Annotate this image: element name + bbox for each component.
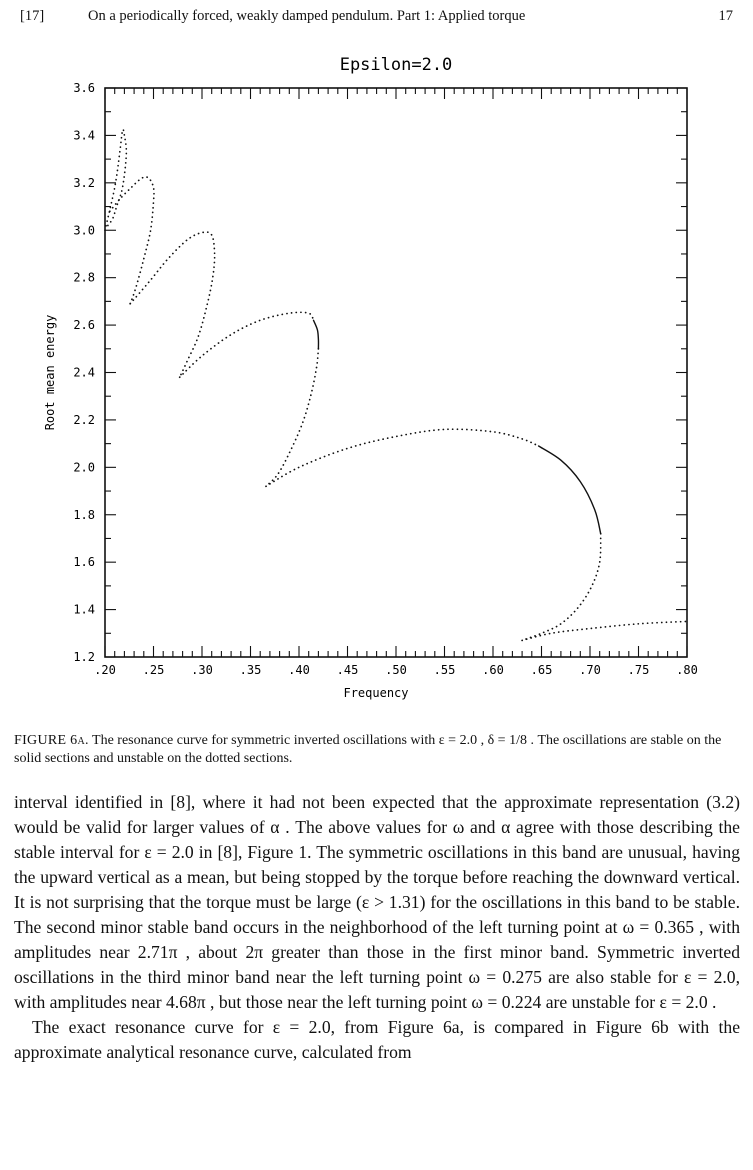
unstable-curve-segment — [266, 349, 318, 487]
y-tick-label: 2.6 — [73, 318, 95, 333]
x-tick-label: .40 — [288, 663, 310, 677]
plot-frame — [105, 88, 687, 657]
unstable-curve-segment — [110, 177, 154, 304]
chart-title: Epsilon=2.0 — [339, 55, 453, 75]
x-tick-label: .45 — [336, 663, 359, 677]
unstable-curve-segment — [105, 130, 126, 231]
x-tick-label: .25 — [142, 663, 165, 677]
y-tick-label: 3.6 — [73, 81, 95, 95]
stable-curve-segment — [314, 320, 319, 349]
y-tick-label: 1.8 — [73, 507, 95, 522]
x-tick-label: .60 — [482, 663, 504, 677]
caption-text: The resonance curve for symmetric inverted oscillations with ε = 2.0 , δ = 1/8 . The oscillations are stable on the solid sections and unstable on the dotted sections. — [14, 733, 722, 766]
unstable-curve-segment — [180, 312, 314, 377]
paragraph: The exact resonance curve for ε = 2.0, from Figure 6a, is compared in Figure 6b with the approximate analytical resonance curve, calculated from — [14, 1017, 740, 1062]
figure-6a — [0, 40, 753, 720]
y-tick-label: 3.4 — [73, 128, 95, 143]
page-header — [20, 8, 733, 30]
y-tick-label: 1.6 — [73, 555, 95, 570]
reference-number: [17] — [20, 8, 45, 24]
y-tick-label: 1.4 — [73, 602, 95, 617]
x-tick-label: .20 — [94, 663, 116, 677]
x-axis-label: Frequency — [343, 686, 409, 700]
x-tick-label: .55 — [433, 663, 456, 677]
x-tick-label: .30 — [191, 663, 213, 677]
x-tick-label: .70 — [579, 663, 601, 677]
caption-label: FIGURE 6a. — [14, 733, 89, 748]
unstable-curve-segment — [522, 534, 601, 641]
x-tick-label: .80 — [676, 663, 698, 677]
x-tick-label: .75 — [627, 663, 650, 677]
y-tick-label: 2.0 — [73, 460, 95, 475]
figure-caption — [14, 732, 744, 768]
paragraph: interval identified in [8], where it had not been expected that the approximate representation (3.2) would be valid for larger values of α . The above values for ω and α agree with those describing the stable interval for ε = 2.0 in [8], Figure 1. The symmetric oscillations in this band are unusual, having the upward vertical as a mean, but being stopped by the torque before reaching the downward vertical. It is not surprising that the torque must be large (ε > 1.31) for the oscillations in this band to be stable. The second minor stable band occurs in the neighborhood of the left turning point at ω = 0.365 , with amplitudes near 2.71π , about 2π greater than those in the first minor band. Symmetric inverted oscillations in the third minor band near the left turning point ω = 0.275 are also stable for ε = 2.0, with amplitudes near 4.68π , but those near the left turning point ω = 0.224 are unstable for ε = 2.0 . — [14, 792, 740, 1012]
page-number: 17 — [718, 8, 733, 24]
running-title: On a periodically forced, weakly damped pendulum. Part 1: Applied torque — [88, 8, 526, 24]
unstable-curve-segment — [266, 429, 539, 486]
y-tick-label: 2.8 — [73, 270, 95, 285]
body-text — [14, 790, 740, 1065]
x-tick-label: .35 — [239, 663, 262, 677]
y-tick-label: 3.2 — [73, 175, 95, 190]
y-tick-label: 3.0 — [73, 223, 95, 238]
y-axis-label: Root mean energy — [43, 314, 57, 431]
x-tick-label: .65 — [530, 663, 553, 677]
unstable-curve-segment — [522, 621, 687, 640]
unstable-curve-segment — [130, 232, 214, 377]
y-tick-label: 1.2 — [73, 650, 95, 664]
stable-curve-segment — [539, 446, 601, 534]
y-tick-label: 2.2 — [73, 412, 95, 427]
x-tick-label: .50 — [385, 663, 407, 677]
y-tick-label: 2.4 — [73, 365, 95, 380]
resonance-curve-chart — [0, 40, 753, 720]
